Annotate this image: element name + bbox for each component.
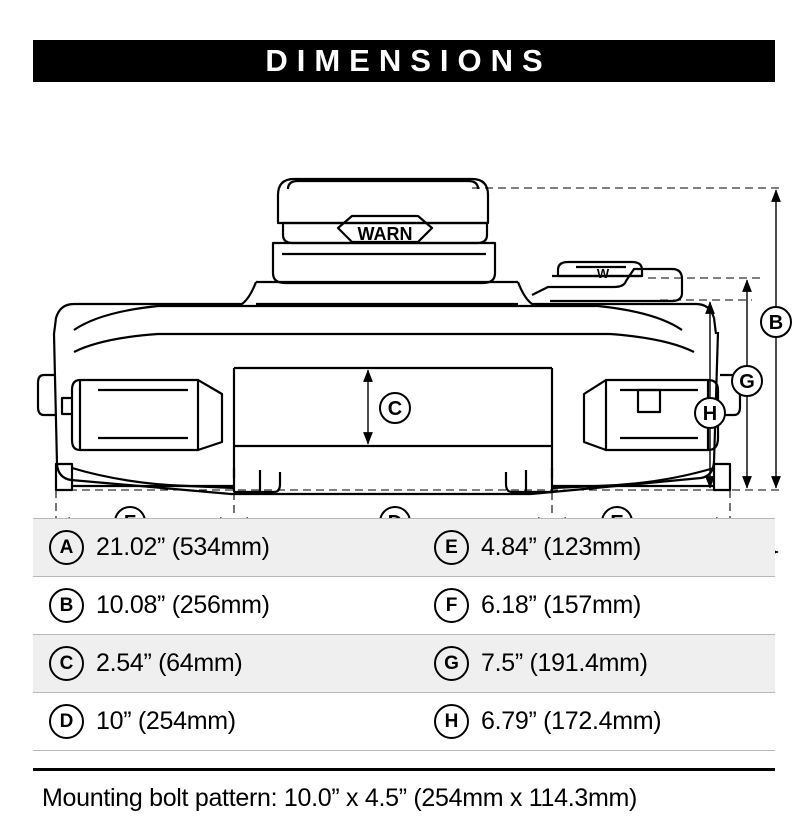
spec-badge-h: H <box>434 704 469 739</box>
page-title: DIMENSIONS <box>265 43 552 78</box>
table-row <box>33 576 775 634</box>
spec-badge-a: A <box>49 530 84 565</box>
spec-cell-d <box>33 693 404 750</box>
spec-value-a: 21.02” (534mm) <box>96 533 270 561</box>
spec-cell-a <box>33 519 404 576</box>
spec-cell-h <box>404 693 775 750</box>
spec-value-c: 2.54” (64mm) <box>96 649 243 677</box>
table-row <box>33 518 775 576</box>
spec-value-e: 4.84” (123mm) <box>481 533 642 561</box>
spec-value-g: 7.5” (191.4mm) <box>481 649 648 677</box>
spec-badge-b: B <box>49 588 84 623</box>
warn-logo-text: WARN <box>357 224 413 244</box>
mounting-bolt-pattern-note: Mounting bolt pattern: 10.0” x 4.5” (254mm x 114.3mm) <box>42 784 638 812</box>
callout-badge-g <box>732 366 762 396</box>
page-title-bar <box>33 40 775 82</box>
callout-badge-b <box>761 307 791 337</box>
spec-badge-d: D <box>49 704 84 739</box>
spec-cell-f <box>404 577 775 634</box>
spec-value-h: 6.79” (172.4mm) <box>481 707 662 735</box>
spec-badge-f: F <box>434 588 469 623</box>
callout-badge-h <box>695 398 725 428</box>
callout-label-b: B <box>768 312 784 334</box>
spec-cell-g <box>404 635 775 692</box>
spec-value-b: 10.08” (256mm) <box>96 591 270 619</box>
callout-label-g: G <box>739 371 755 393</box>
spec-value-d: 10” (254mm) <box>96 707 236 735</box>
spec-cell-e <box>404 519 775 576</box>
spec-cell-b <box>33 577 404 634</box>
callout-badge-c <box>380 393 410 423</box>
spec-badge-g: G <box>434 646 469 681</box>
spec-badge-e: E <box>434 530 469 565</box>
spec-cell-c <box>33 635 404 692</box>
callout-label-h: H <box>702 403 718 425</box>
warn-secondary-logo-text: W <box>596 266 610 281</box>
dimensions-spec-table <box>33 518 775 751</box>
table-row <box>33 634 775 692</box>
spec-badge-c: C <box>49 646 84 681</box>
spec-value-f: 6.18” (157mm) <box>481 591 642 619</box>
callout-label-c: C <box>387 398 403 420</box>
winch-dimension-drawing <box>20 90 790 500</box>
table-row <box>33 692 775 751</box>
footer-divider <box>33 768 775 771</box>
